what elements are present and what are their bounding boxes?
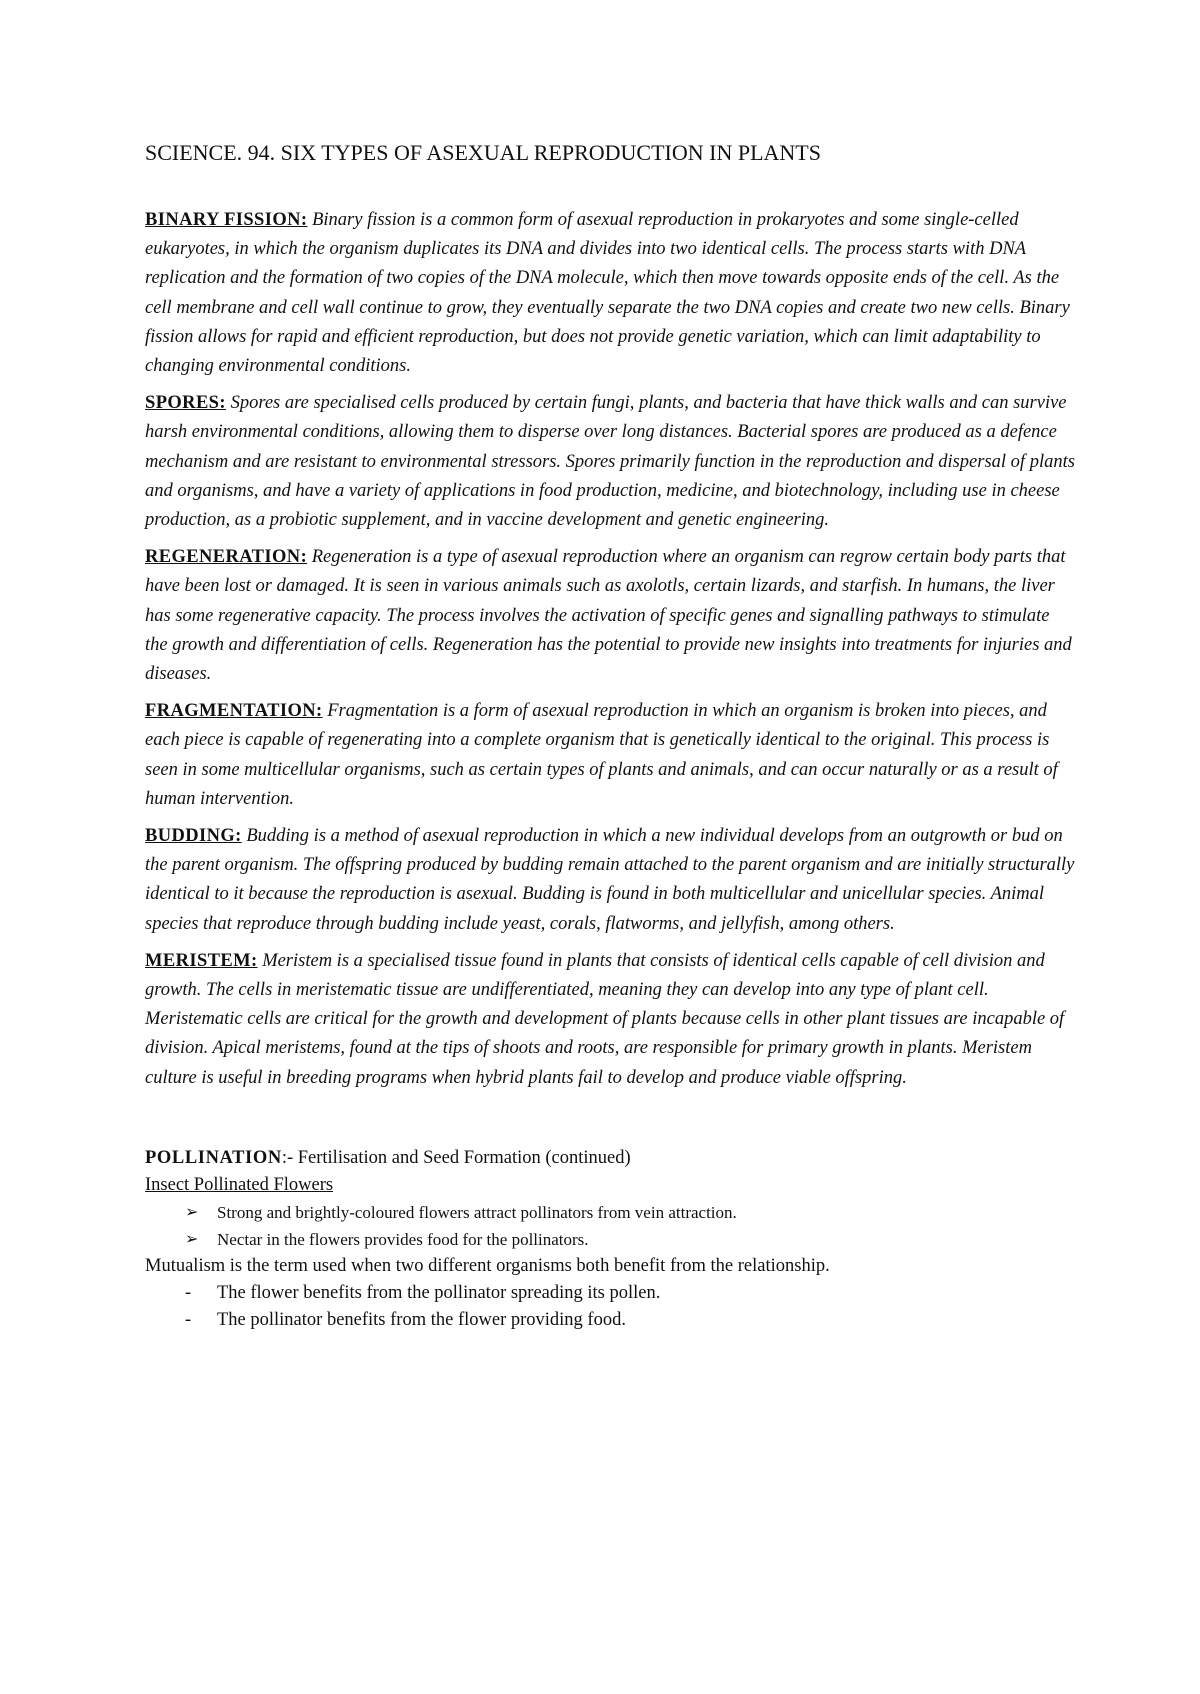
section-heading: BINARY FISSION: xyxy=(145,210,308,230)
pollination-subheading: Insect Pollinated Flowers xyxy=(145,1174,334,1195)
list-item-text: The pollinator benefits from the flower providing food. xyxy=(217,1309,626,1330)
section-body: Regeneration is a type of asexual reproduction where an organism can regrow certain body parts that have been lost or damaged. It is seen in various animals such as axolotls, certain lizards, and starfish. In humans, the liver has some regenerative capacity. The process involves the activation of specific genes and signalling pathways to stimulate the growth and differentiation of cells. Regeneration has the potential to provide new insights into treatments for injuries and diseases. xyxy=(145,547,1072,685)
section-budding xyxy=(145,822,1075,939)
section-meristem xyxy=(145,947,1075,1093)
pollination-heading-suffix: :- Fertilisation and Seed Formation (continued) xyxy=(281,1147,631,1168)
section-spores xyxy=(145,389,1075,535)
list-item-text: Nectar in the flowers provides food for the pollinators. xyxy=(217,1229,589,1249)
arrow-bullet-icon: ➢ xyxy=(185,1203,199,1221)
list-item xyxy=(185,1199,1075,1226)
arrow-bullet-icon: ➢ xyxy=(185,1230,199,1248)
section-regeneration xyxy=(145,543,1075,689)
section-body: Meristem is a specialised tissue found in plants that consists of identical cells capable of cell division and growth. The cells in meristematic tissue are undifferentiated, meaning they can develop into any type of plant cell. Meristematic cells are critical for the growth and development of plants because cells in other plant tissues are incapable of division. Apical meristems, found at the tips of shoots and roots, are responsible for primary growth in plants. Meristem culture is useful in breeding programs when hybrid plants fail to develop and produce viable offspring. xyxy=(145,950,1065,1088)
section-heading: SPORES: xyxy=(145,393,226,414)
section-body: Fragmentation is a form of asexual reproduction in which an organism is broken into pieces, and each piece is capable of regenerating into a complete organism that is genetically identical to the original. This process is seen in some multicellular organisms, such as certain types of plants and animals, and can occur naturally or as a result of human intervention. xyxy=(145,701,1058,809)
page-title: SCIENCE. 94. SIX TYPES OF ASEXUAL REPRODUCTION IN PLANTS xyxy=(145,140,821,165)
section-body: Spores are specialised cells produced by certain fungi, plants, and bacteria that have thick walls and can survive harsh environmental conditions, allowing them to disperse over long distances. Bacterial spores are produced as a defence mechanism and are resistant to environmental stressors. Spores primarily function in the reproduction and dispersal of plants and organisms, and have a variety of applications in food production, medicine, and biotechnology, including use in cheese production, as a probiotic supplement, and in vaccine development and genetic engineering. xyxy=(145,393,1075,531)
dash-list xyxy=(145,1280,1075,1334)
section-heading: FRAGMENTATION: xyxy=(145,701,323,722)
pollination-section xyxy=(145,1145,1075,1334)
list-item xyxy=(185,1307,1075,1334)
pollination-heading: POLLINATION xyxy=(145,1147,282,1168)
arrow-list xyxy=(145,1199,1075,1253)
section-fragmentation xyxy=(145,697,1075,814)
section-heading: MERISTEM: xyxy=(145,950,258,971)
section-body: Binary fission is a common form of asexual reproduction in prokaryotes and some single-celled eukaryotes, in which the organism duplicates its DNA and divides into two identical cells. The process starts with DNA replication and the formation of two copies of the DNA molecule, which then move towards opposite ends of the cell. As the cell membrane and cell wall continue to grow, they eventually separate the two DNA copies and create two new cells. Binary fission allows for rapid and efficient reproduction, but does not provide genetic variation, which can limit adaptability to changing environmental conditions. xyxy=(145,210,1070,377)
list-item xyxy=(185,1226,1075,1253)
dash-bullet-icon: - xyxy=(185,1282,192,1303)
list-item xyxy=(185,1280,1075,1307)
list-item-text: Strong and brightly-coloured flowers attract pollinators from vein attraction. xyxy=(217,1202,737,1222)
section-body: Budding is a method of asexual reproduction in which a new individual develops from an outgrowth or bud on the parent organism. The offspring produced by budding remain attached to the parent organism and are initially structurally identical to it because the reproduction is asexual. Budding is found in both multicellular and unicellular species. Animal species that reproduce through budding include yeast, corals, flatworms, and jellyfish, among others. xyxy=(145,826,1075,934)
pollination-heading-line xyxy=(145,1145,1075,1172)
section-binary-fission xyxy=(145,206,1075,381)
section-heading: BUDDING: xyxy=(145,826,242,847)
dash-bullet-icon: - xyxy=(185,1309,192,1330)
mutualism-text: Mutualism is the term used when two different organisms both benefit from the relationship. xyxy=(145,1255,830,1276)
document-page xyxy=(145,140,1075,1334)
section-heading: REGENERATION: xyxy=(145,547,308,568)
list-item-text: The flower benefits from the pollinator spreading its pollen. xyxy=(217,1282,661,1303)
